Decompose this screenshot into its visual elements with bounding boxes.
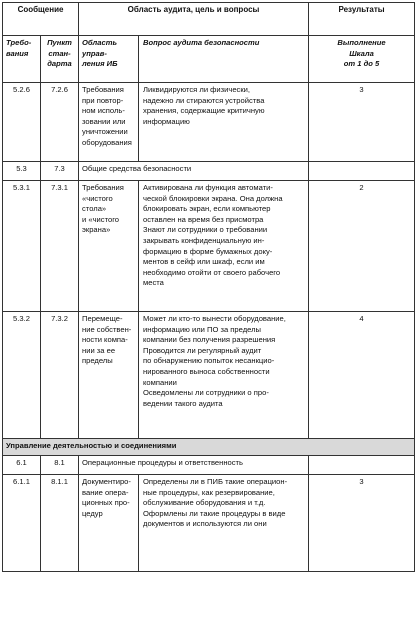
table-row — [3, 181, 415, 312]
header-question: Вопрос аудита безопасности — [139, 36, 309, 83]
row-clause: 8.1.1 — [41, 475, 79, 572]
table-row — [3, 475, 415, 572]
section-row — [3, 456, 415, 475]
row-question: Определены ли в ПИБ такие операцион- ные процедуры, как резервирование, обслуживание оборудования и т.д. Оформлены ли такие процедуры в виде документов и используются ли они — [139, 475, 309, 572]
header-row-top — [3, 3, 415, 36]
header-clause: Пункт стан- дарта — [41, 36, 79, 83]
row-clause: 7.3 — [41, 162, 79, 181]
section-bar — [3, 439, 415, 456]
row-requirement: 5.3.2 — [3, 312, 41, 439]
row-clause: 7.3.2 — [41, 312, 79, 439]
row-clause: 8.1 — [41, 456, 79, 475]
section-bar-title: Управление деятельностью и соединениями — [3, 439, 415, 456]
row-control-area: Требования при повтор- ном исполь- зовании или уничтожении оборудования — [79, 83, 139, 162]
section-row — [3, 162, 415, 181]
row-score: 3 — [309, 83, 415, 162]
row-question: Активирована ли функция автомати- ческой блокировки экрана. Она должна блокировать экран, если компьютер оставлен на время без присмотра Знают ли сотрудники о требовании закрывать конфиденциальную ин- формацию в форме бумажных доку- ментов в сейф или шкаф, если им необходимо отойти от своего рабочего места — [139, 181, 309, 312]
row-score-empty — [309, 162, 415, 181]
row-requirement: 6.1 — [3, 456, 41, 475]
header-execution: Выполнение Шкала от 1 до 5 — [309, 36, 415, 83]
row-clause: 7.2.6 — [41, 83, 79, 162]
row-control-area: Перемеще- ние собствен- ности компа- нии за ее пределы — [79, 312, 139, 439]
row-requirement: 5.2.6 — [3, 83, 41, 162]
row-control-area: Требования «чистого стола» и «чистого экрана» — [79, 181, 139, 312]
row-score-empty — [309, 456, 415, 475]
header-requirement: Требо- вания — [3, 36, 41, 83]
header-control-area: Область управ- ления ИБ — [79, 36, 139, 83]
table-row — [3, 312, 415, 439]
header-area: Область аудита, цель и вопросы — [79, 3, 309, 36]
row-score: 2 — [309, 181, 415, 312]
table-row — [3, 83, 415, 162]
row-score: 4 — [309, 312, 415, 439]
header-row-sub — [3, 36, 415, 83]
row-score: 3 — [309, 475, 415, 572]
row-requirement: 5.3 — [3, 162, 41, 181]
audit-table — [2, 2, 415, 572]
row-clause: 7.3.1 — [41, 181, 79, 312]
section-title: Операционные процедуры и ответственность — [79, 456, 309, 475]
row-requirement: 6.1.1 — [3, 475, 41, 572]
header-results: Результаты — [309, 3, 415, 36]
row-question: Может ли кто-то вынести оборудование, информацию или ПО за пределы компании без получения разрешения Проводится ли регулярный аудит по обнаружению попыток несанкцио- нированного выноса собственности компании Осведомлены ли сотрудники о про- ведении такого аудита — [139, 312, 309, 439]
header-message: Сообщение — [3, 3, 79, 36]
row-requirement: 5.3.1 — [3, 181, 41, 312]
row-question: Ликвидируются ли физически, надежно ли стираются устройства хранения, содержащие критичную информацию — [139, 83, 309, 162]
row-control-area: Документиро- вание опера- ционных про- цедур — [79, 475, 139, 572]
section-title: Общие средства безопасности — [79, 162, 309, 181]
